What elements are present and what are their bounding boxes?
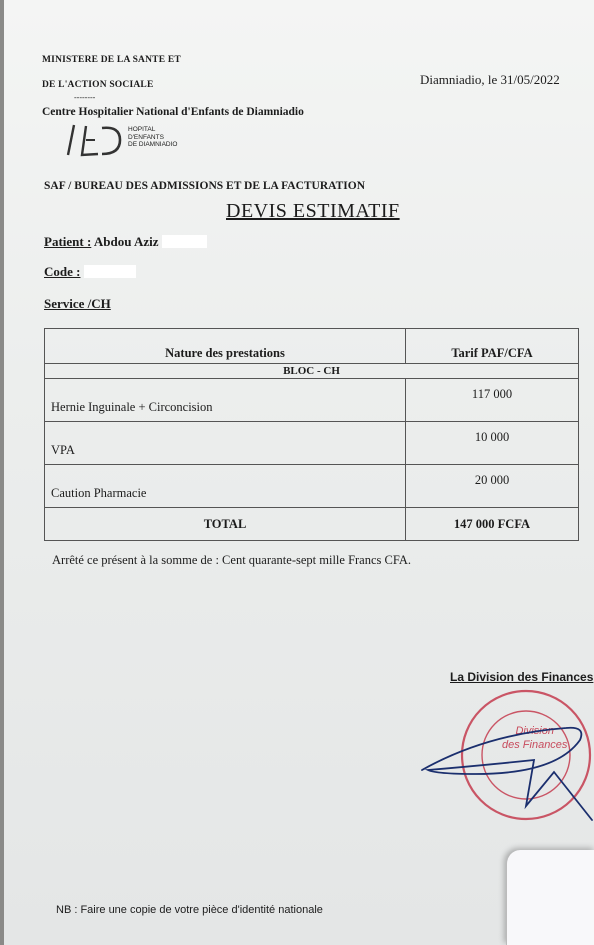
row-value: 10 000 <box>406 422 579 465</box>
overlapping-paper <box>506 850 594 945</box>
column-header-nature: Nature des prestations <box>45 329 406 364</box>
logo-text-line-3: DE DIAMNIADIO <box>128 141 178 148</box>
redacted-code <box>84 265 136 278</box>
service-line: Service /CH <box>44 296 111 311</box>
header-separator: -------- <box>74 93 96 102</box>
patient-line <box>44 234 207 250</box>
stamp-line-2: des Finances <box>502 739 568 751</box>
total-value: 147 000 FCFA <box>406 508 579 541</box>
amount-in-words: Arrêté ce présent à la somme de : Cent quarante-sept mille Francs CFA. <box>52 553 412 567</box>
redacted-surname <box>162 235 207 248</box>
table-section-row <box>45 364 579 379</box>
footer-note: NB : Faire une copie de votre pièce d'identité nationale <box>56 904 323 916</box>
services-table <box>44 328 579 541</box>
table-total-row <box>45 508 579 541</box>
signature-icon <box>416 712 594 822</box>
table-row <box>45 422 579 465</box>
row-value: 117 000 <box>406 379 579 422</box>
hospital-logo <box>64 122 204 160</box>
table-row <box>45 379 579 422</box>
row-value: 20 000 <box>406 465 579 508</box>
division-title: La Division des Finances <box>450 670 594 684</box>
section-label: BLOC - CH <box>45 364 579 379</box>
department-name: SAF / BUREAU DES ADMISSIONS ET DE LA FACTURATION <box>44 180 366 192</box>
total-label: TOTAL <box>45 508 406 541</box>
ministry-line-2: DE L'ACTION SOCIALE <box>42 80 154 90</box>
patient-label: Patient : <box>44 234 92 249</box>
document-page <box>4 0 594 945</box>
row-name: VPA <box>45 422 406 465</box>
row-name: Hernie Inguinale + Circoncision <box>45 379 406 422</box>
hospital-logo-icon <box>64 122 124 158</box>
table-row <box>45 465 579 508</box>
ministry-line-1: MINISTERE DE LA SANTE ET <box>42 55 181 65</box>
patient-name: Abdou Aziz <box>93 234 159 249</box>
code-line <box>44 264 136 280</box>
code-label: Code : <box>44 264 81 279</box>
document-date: Diamniadio, le 31/05/2022 <box>420 72 560 87</box>
hospital-name: Centre Hospitalier National d'Enfants de Diamniadio <box>42 106 304 118</box>
logo-text-line-2: D'ENFANTS <box>128 133 164 141</box>
stamp-line-1: Division <box>515 725 554 737</box>
document-title: DEVIS ESTIMATIF <box>226 200 400 222</box>
row-name: Caution Pharmacie <box>45 465 406 508</box>
table-header-row <box>45 329 579 364</box>
column-header-tarif: Tarif PAF/CFA <box>406 329 579 364</box>
logo-text-line-1: HOPITAL <box>128 126 156 133</box>
